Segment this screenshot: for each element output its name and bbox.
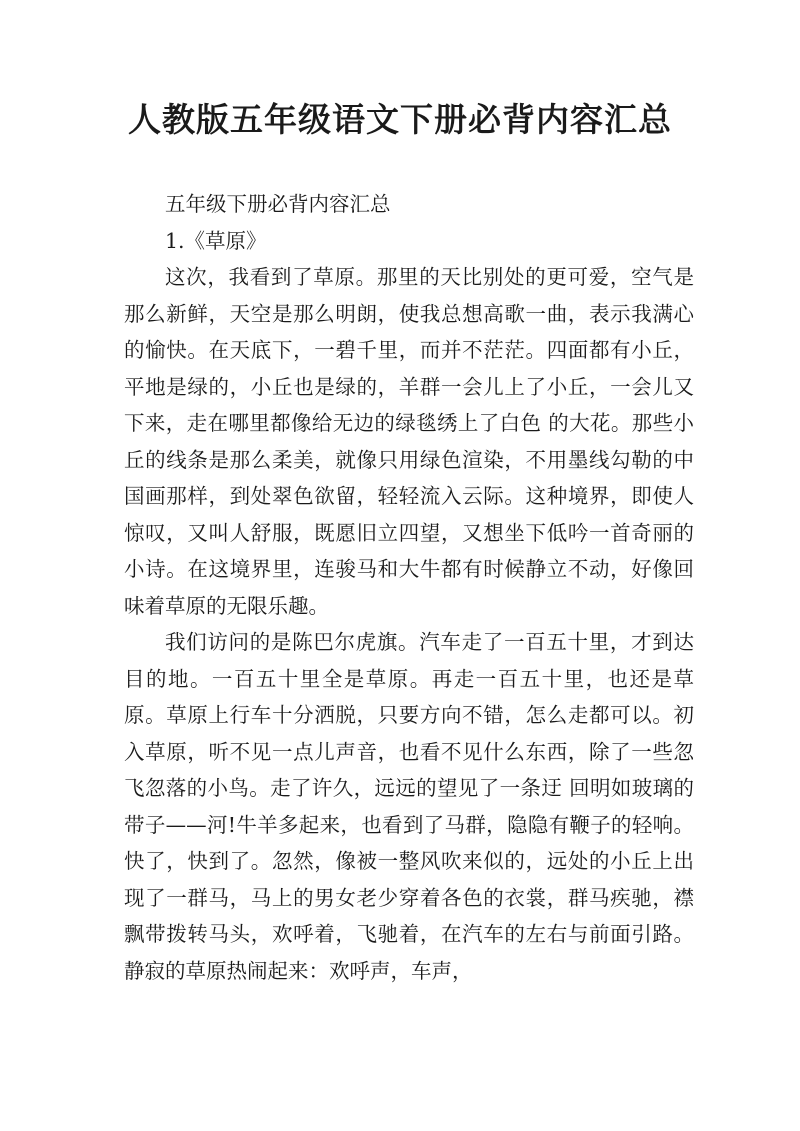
document-body [124, 186, 694, 989]
document-subtitle: 五年级下册必背内容汇总 [165, 192, 391, 216]
section-heading: 1.《草原》 [165, 228, 267, 253]
document-title: 人教版五年级语文下册必背内容汇总 [128, 100, 672, 139]
paragraph-2: 我们访问的是陈巴尔虎旗。汽车走了一百五十里，才到达目的地。一百五十里全是草原。再走一百五十里，也还是草原。草原上行车十分洒脱，只要方向不错，怎么走都可以。初入草原，听不见一点儿声音，也看不见什么东西，除了一些忽飞忽落的小鸟。走了许久，远远的望见了一条迂 回明如玻璃的带子——河!牛羊多起来，也看到了马群，隐隐有鞭子的轻响。快了，快到了。忽然，像被一整风吹来似的，远处的小丘上出现了一群马，马上的男女老少穿着各色的衣裳，群马疾驰，襟飘带拨转马头，欢呼着，飞驰着，在汽车的左右与前面引路。静寂的草原热闹起来：欢呼声，车声， [124, 630, 694, 983]
paragraph-1: 这次，我看到了草原。那里的天比别处的更可爱，空气是那么新鲜，天空是那么明朗，使我总想高歌一曲，表示我满心的愉快。在天底下，一碧千里，而并不茫茫。四面都有小丘，平地是绿的，小丘也是绿的，羊群一会儿上了小丘，一会儿又下来，走在哪里都像给无边的绿毯绣上了白色 的大花。那些小丘的线条是那么柔美，就像只用绿色渲染，不用墨线勾勒的中国画那样，到处翠色欲留，轻轻流入云际。这种境界，即使人惊叹，又叫人舒服，既愿旧立四望，又想坐下低吟一首奇丽的小诗。在这境界里，连骏马和大牛都有时候静立不动，好像回味着草原的无限乐趣。 [124, 265, 694, 618]
